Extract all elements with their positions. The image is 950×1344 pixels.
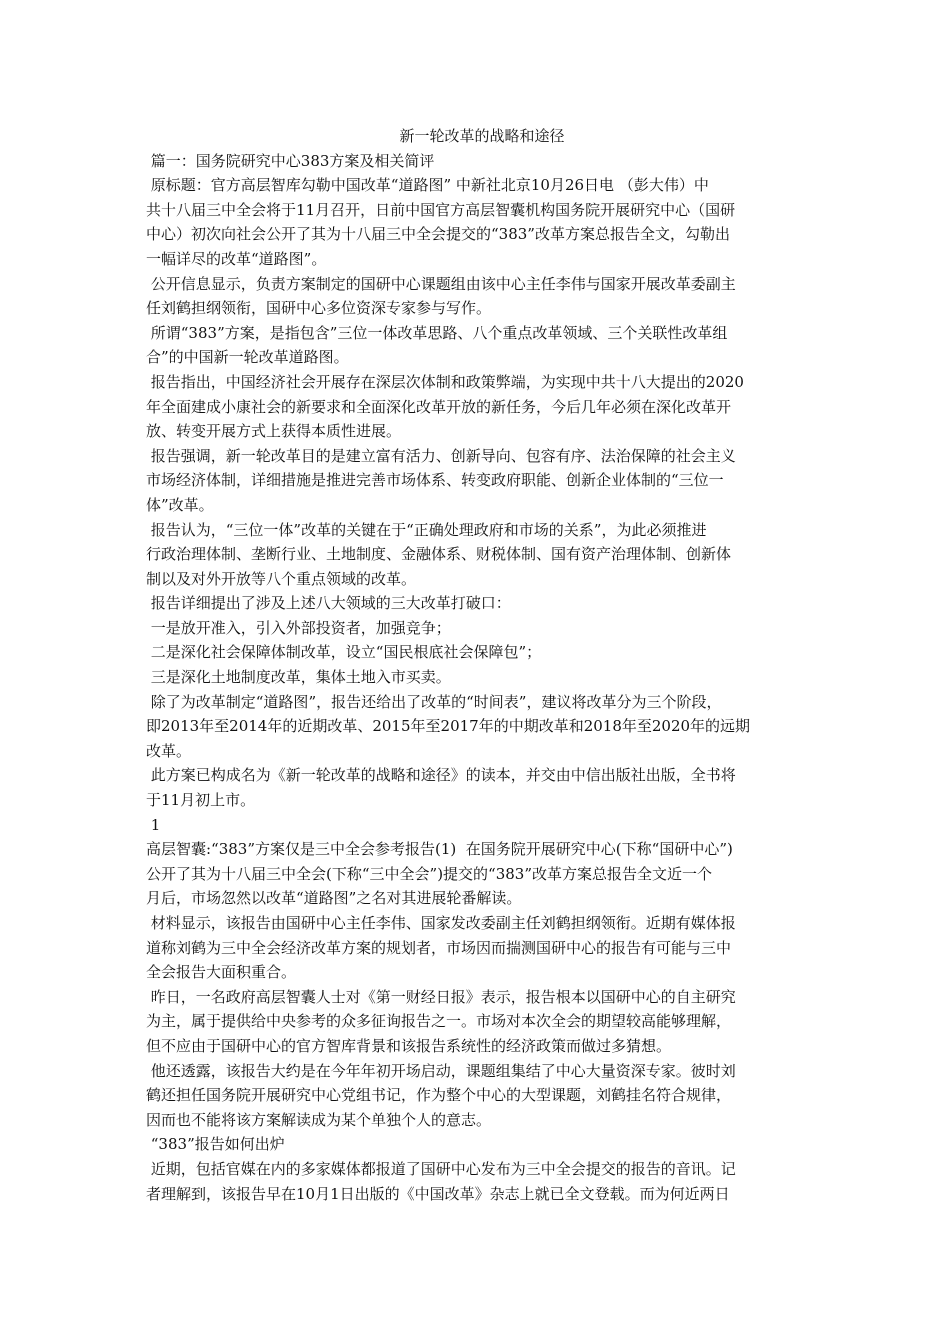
text-line: 所谓“383”方案，是指包含”三位一体改革思路、八个重点改革领域、三个关联性改革组	[146, 323, 728, 342]
text-line: 者理解到，该报告早在10月1日出版的《中国改革》杂志上就已全文登载。而为何近两日	[146, 1184, 730, 1203]
text-line: 三是深化土地制度改革，集体土地入市买卖。	[146, 668, 451, 687]
text-line: 月后，市场忽然以改革“道路图”之名对其进展轮番解读。	[146, 889, 522, 908]
text-line: 原标题：官方高层智库勾勒中国改革“道路图” 中新社北京10月26日电 （彭大伟）中	[146, 176, 709, 195]
text-line: 因而也不能将该方案解读成为某个单独个人的意志。	[146, 1110, 492, 1129]
text-line: 材料显示，该报告由国研中心主任李伟、国家发改委副主任刘鹤担纲领衔。近期有媒体报	[146, 914, 736, 932]
text-line: 一幅详尽的改革“道路图”。	[146, 249, 327, 268]
paragraph	[146, 149, 818, 174]
text-line: 他还透露，该报告大约是在今年年初开场启动，课题组集结了中心大量资深专家。彼时刘	[146, 1061, 736, 1080]
text-line: 篇一：国务院研究中心383方案及相关简评	[146, 151, 435, 170]
text-line: 共十八届三中全会将于11月召开，日前中国官方高层智囊机构国务院开展研究中心（国研	[146, 200, 736, 219]
text-line: 年全面建成小康社会的新要求和全面深化改革开放的新任务，今后几年必须在深化改革开	[146, 397, 732, 416]
text-line: 任刘鹤担纲领衔，国研中心多位资深专家参与写作。	[146, 299, 492, 318]
text-line: 公开信息显示，负责方案制定的国研中心课题组由该中心主任李伟与国家开展改革委副主	[146, 274, 736, 293]
text-line: 昨日，一名政府高层智囊人士对《第一财经日报》表示，报告根本以国研中心的自主研究	[146, 987, 736, 1006]
text-line: 报告强调，新一轮改革目的是建立富有活力、创新导向、包容有序、法治保障的社会主义	[146, 446, 736, 465]
paragraph	[146, 813, 818, 838]
text-line: 公开了其为十八届三中全会(下称“三中全会”)提交的“383”改革方案总报告全文近一个	[146, 864, 713, 883]
paragraph	[146, 665, 818, 690]
text-line: 近期，包括官媒在内的多家媒体都报道了国研中心发布为三中全会提交的报告的音讯。记	[146, 1159, 736, 1178]
paragraph	[146, 1157, 818, 1206]
text-line: “383”报告如何出炉	[146, 1135, 285, 1154]
text-line: 于11月初上市。	[146, 791, 256, 810]
text-line: 一是放开准入，引入外部投资者，加强竞争；	[146, 618, 451, 637]
text-line: 报告指出，中国经济社会开展存在深层次体制和政策弊端，为实现中共十八大提出的2020	[146, 372, 744, 391]
text-line: 高层智囊:“383”方案仅是三中全会参考报告(1) 在国务院开展研究中心(下称“国研中心”)	[146, 840, 733, 859]
text-line: 报告认为，“三位一体”改革的关键在于“正确处理政府和市场的关系”，为此必须推进	[146, 520, 707, 539]
document-body	[146, 149, 818, 1207]
text-line: 市场经济体制，详细措施是推进完善市场体系、转变政府职能、创新企业体制的“三位一	[146, 471, 724, 490]
text-line: 合”的中国新一轮改革道路图。	[146, 348, 349, 367]
document-title: 新一轮改革的战略和途径	[399, 127, 565, 145]
paragraph	[146, 690, 818, 764]
paragraph	[146, 370, 818, 444]
text-line: 即2013年至2014年的近期改革、2015年至2017年的中期改革和2018年至2020年的远期	[146, 717, 751, 736]
paragraph	[146, 837, 818, 911]
text-line: 道称刘鹤为三中全会经济改革方案的规划者，市场因而揣测国研中心的报告有可能与三中	[146, 938, 732, 957]
text-line: 为主，属于提供给中央参考的众多征询报告之一。市场对本次全会的期望较高能够理解，	[146, 1012, 732, 1031]
paragraph	[146, 444, 818, 518]
text-line: 1	[146, 815, 161, 834]
text-line: 改革。	[146, 741, 192, 760]
text-line: 制以及对外开放等八个重点领域的改革。	[146, 569, 417, 588]
text-line: 除了为改革制定“道路图”，报告还给出了改革的“时间表”，建议将改革分为三个阶段，	[146, 692, 722, 711]
paragraph	[146, 1132, 818, 1157]
paragraph	[146, 1059, 818, 1133]
paragraph	[146, 616, 818, 641]
text-line: 报告详细提出了涉及上述八大领域的三大改革打破口：	[146, 594, 511, 613]
paragraph	[146, 591, 818, 616]
text-line: 放、转变开展方式上获得本质性进展。	[146, 422, 402, 441]
text-line: 但不应由于国研中心的官方智库背景和该报告系统性的经济政策而做过多猜想。	[146, 1036, 672, 1055]
text-line: 体”改革。	[146, 495, 214, 514]
paragraph	[146, 911, 818, 985]
text-line: 全会报告大面积重合。	[146, 963, 297, 982]
text-line: 鹤还担任国务院开展研究中心党组书记，作为整个中心的大型课题，刘鹤挂名符合规律，	[146, 1086, 732, 1105]
paragraph	[146, 518, 818, 592]
text-line: 此方案已构成名为《新一轮改革的战略和途径》的读本，并交由中信出版社出版，全书将	[146, 766, 736, 785]
paragraph	[146, 985, 818, 1059]
paragraph	[146, 321, 818, 370]
paragraph	[146, 763, 818, 812]
document-page	[146, 124, 818, 1206]
text-line: 行政治理体制、垄断行业、土地制度、金融体系、财税体制、国有资产治理体制、创新体	[146, 545, 732, 564]
text-line: 中心）初次向社会公开了其为十八届三中全会提交的“383”改革方案总报告全文，勾勒出	[146, 225, 730, 244]
paragraph	[146, 272, 818, 321]
paragraph	[146, 173, 818, 271]
text-line: 二是深化社会保障体制改革，设立“国民根底社会保障包”；	[146, 643, 542, 662]
paragraph	[146, 640, 818, 665]
